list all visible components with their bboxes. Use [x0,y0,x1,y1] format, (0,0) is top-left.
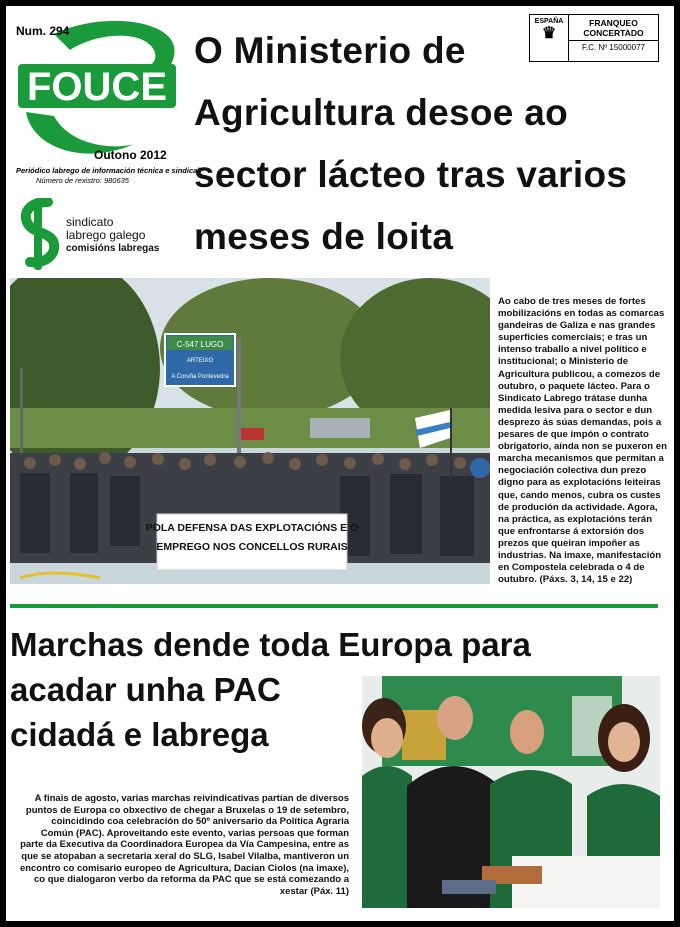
union-line1: sindicato [66,215,114,229]
union-line3: comisións labregas [66,243,160,254]
lead-story-body: Ao cabo de tres meses de fortes mobilizacións en todas as comarcas gandeiras de Galiza e nas grandes superficies comerciais; e tras un intenso traballo a nivel político e institucional; o Ministerio de Agricultura publicou, a comezos de outubro, o paquete lácteo. Para o Sindicato Labrego trátase dunha medida lesiva para o sector e dun desprezo ás súas demandas, pois a pesares de que impón o contrato obrigatorio, aínda non se puxeron en marcha mecanismos que permitan a negociación colectiva dun prezo digno para as explotacións leiteiras que, cando menos, cubra os custes de produción da actividade. Agora, na práctica, as explotacións terán que enfrontarse á extorsión dos prezos que queiran impoñer as industrias. Na imaxe, manifestación en Compostela celebrada o 4 de outubro. (Páxs. 3, 14, 15 e 22) [498,296,667,586]
registry-number: Número de rexistro: 980635 [36,176,129,185]
stamp-service2: CONCERTADO [583,28,644,38]
post-horn-icon: ♛ [541,25,557,42]
tagline: Periódico labrego de información técnica e sindical [16,166,200,175]
banner-line2: EMPREGO NOS CONCELLOS RURAIS [156,541,348,553]
stamp-service: FRANQUEO [589,18,638,28]
meeting-photo [362,676,660,908]
union-line2: labrego galego [66,228,146,242]
road-sign-top: C-547 LUGO [176,340,224,349]
issue-season: Outono 2012 [94,148,167,162]
logo-wordmark: FOUCE [27,65,167,109]
second-story-body: A finais de agosto, varias marchas reivindicativas partían de diversos puntos de Europa co obxectivo de chegar a Bruxelas o 19 de setembro, coincidindo coa celebración do 50º aniversario da Política Agraria Común (PAC). Aproveitando este evento, varias persoas que forman parte da Executiva da Coordinadora Europea da Vía Campesina, entre as que se atopaban a secretaria xeral do SLG, Isabel Vilalba, mantiveron un encontro co comisario europeo de Agricultura, Dacian Ciolos (na imaxe), co que dialogaron verbo da reforma da PAC que se está comezando a xestar (Páx. 11) [19,793,349,897]
banner-line1: POLA DEFENSA DAS EXPLOTACIÓNS E O [145,522,359,534]
union-name [66,216,159,255]
fouce-logo [14,16,184,166]
road-sign-bottom: A Coruña Pontevedra [171,374,229,380]
slg-logo-icon [18,198,62,270]
issue-number: Num. 294 [16,24,70,38]
protest-photo [10,278,490,584]
second-headline-line1: Marchas dende toda Europa para [10,626,531,663]
lead-headline: O Ministerio de Agricultura desoe ao sector lácteo tras varios meses de loita [194,30,628,257]
road-sign-mid: ARTEIXO [186,358,214,364]
section-divider [10,604,658,608]
stamp-country-label: ESPAÑA [534,18,564,25]
stamp-code: F.C. Nº 15000077 [582,43,645,52]
newspaper-front-page [6,6,674,921]
second-headline-line3: cidadá e labrega [10,716,269,753]
second-headline-line2: acadar unha PAC [10,671,281,708]
